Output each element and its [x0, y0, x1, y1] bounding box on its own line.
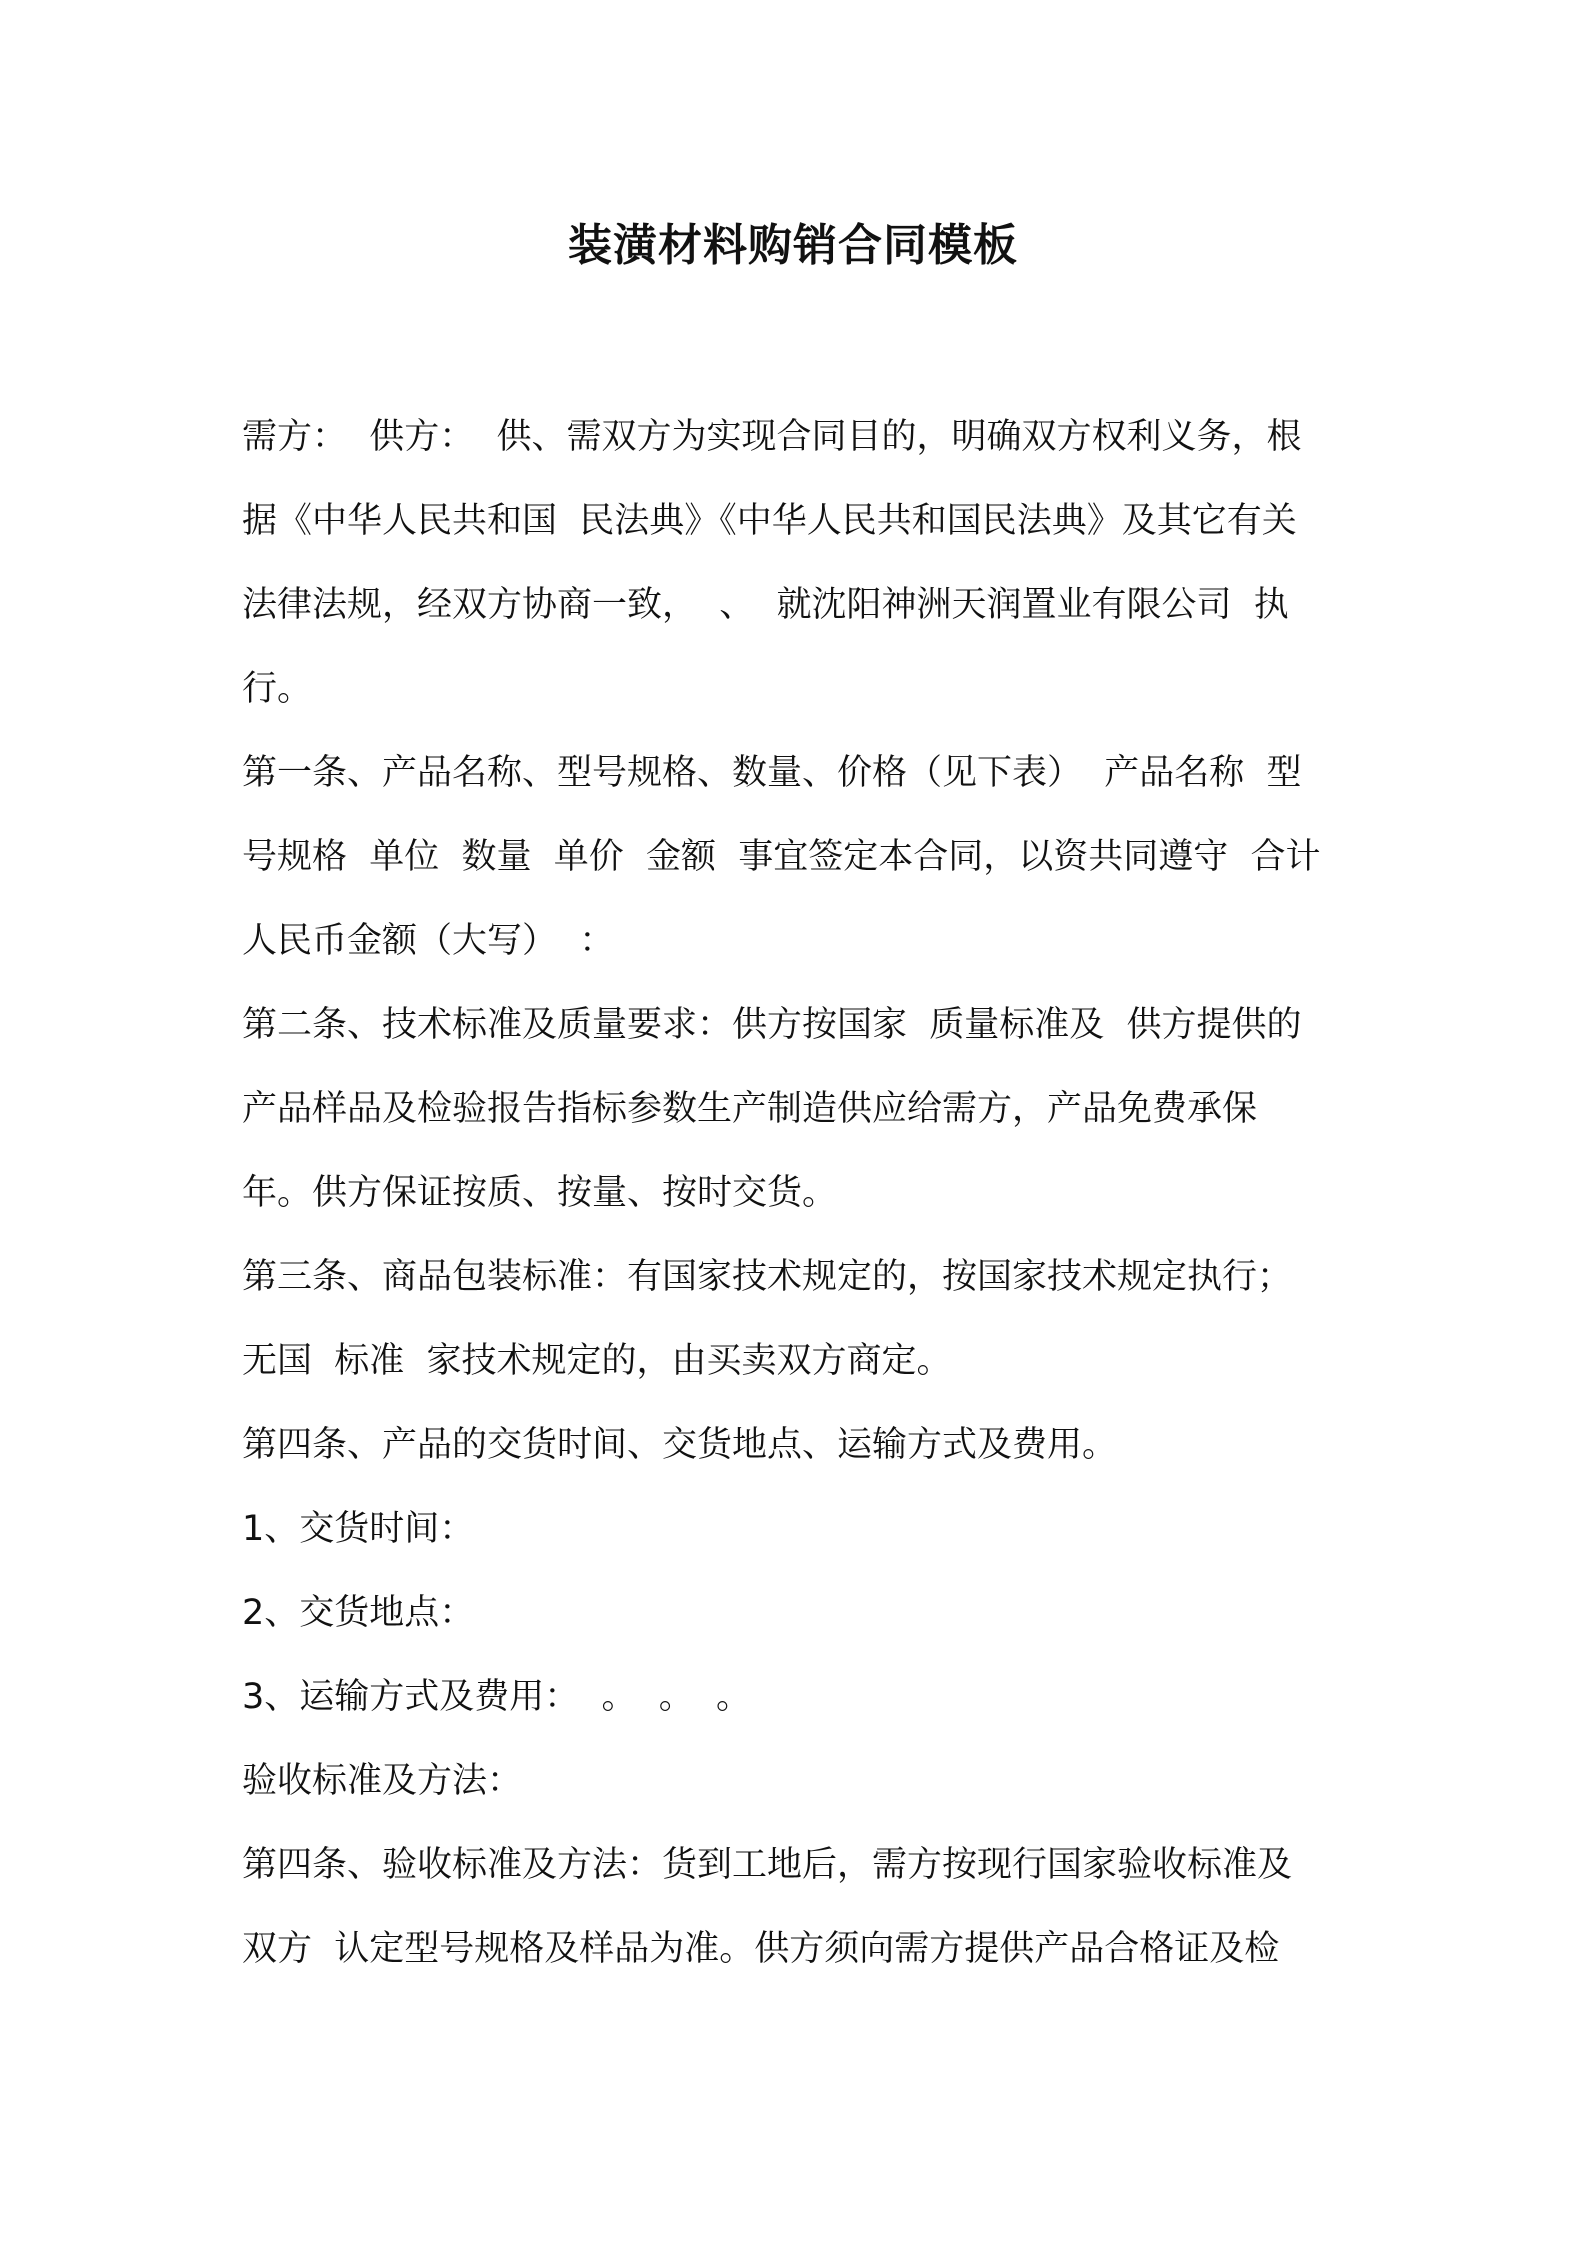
document-title: 装潢材料购销合同模板: [568, 220, 1018, 271]
paragraph-line-18: 第四条、验收标准及方法：货到工地后，需方按现行国家验收标准及: [242, 1845, 1293, 1885]
paragraph-line-16: 3、运输方式及费用： 。 。 。: [242, 1677, 752, 1717]
paragraph-line-2: 据《中华人民共和国 民法典》《中华人民共和国民法典》及其它有关: [242, 501, 1297, 541]
paragraph-line-3: 法律法规，经双方协商一致， 、 就沈阳神洲天润置业有限公司 执: [242, 585, 1289, 625]
paragraph-line-13: 第四条、产品的交货时间、交货地点、运输方式及费用。: [242, 1425, 1118, 1465]
paragraph-line-19: 双方 认定型号规格及样品为准。供方须向需方提供产品合格证及检: [242, 1929, 1280, 1969]
paragraph-line-15: 2、交货地点：: [242, 1593, 475, 1633]
paragraph-line-17: 验收标准及方法：: [242, 1761, 523, 1801]
paragraph-line-10: 年。供方保证按质、按量、按时交货。: [242, 1173, 838, 1213]
paragraph-line-4: 行。: [242, 669, 313, 709]
paragraph-line-1: 需方： 供方： 供、需双方为实现合同目的，明确双方权利义务，根: [242, 417, 1302, 457]
paragraph-line-7: 人民币金额（大写） ：: [242, 921, 615, 961]
paragraph-line-8: 第二条、技术标准及质量要求：供方按国家 质量标准及 供方提供的: [242, 1005, 1302, 1045]
paragraph-line-5: 第一条、产品名称、型号规格、数量、价格（见下表） 产品名称 型: [242, 753, 1302, 793]
paragraph-line-14: 1、交货时间：: [242, 1509, 475, 1549]
paragraph-line-9: 产品样品及检验报告指标参数生产制造供应给需方，产品免费承保: [242, 1089, 1258, 1129]
paragraph-line-12: 无国 标准 家技术规定的，由买卖双方商定。: [242, 1341, 952, 1381]
paragraph-line-11: 第三条、商品包装标准：有国家技术规定的，按国家技术规定执行；: [242, 1257, 1293, 1297]
paragraph-line-6: 号规格 单位 数量 单价 金额 事宜签定本合同，以资共同遵守 合计: [242, 837, 1321, 877]
